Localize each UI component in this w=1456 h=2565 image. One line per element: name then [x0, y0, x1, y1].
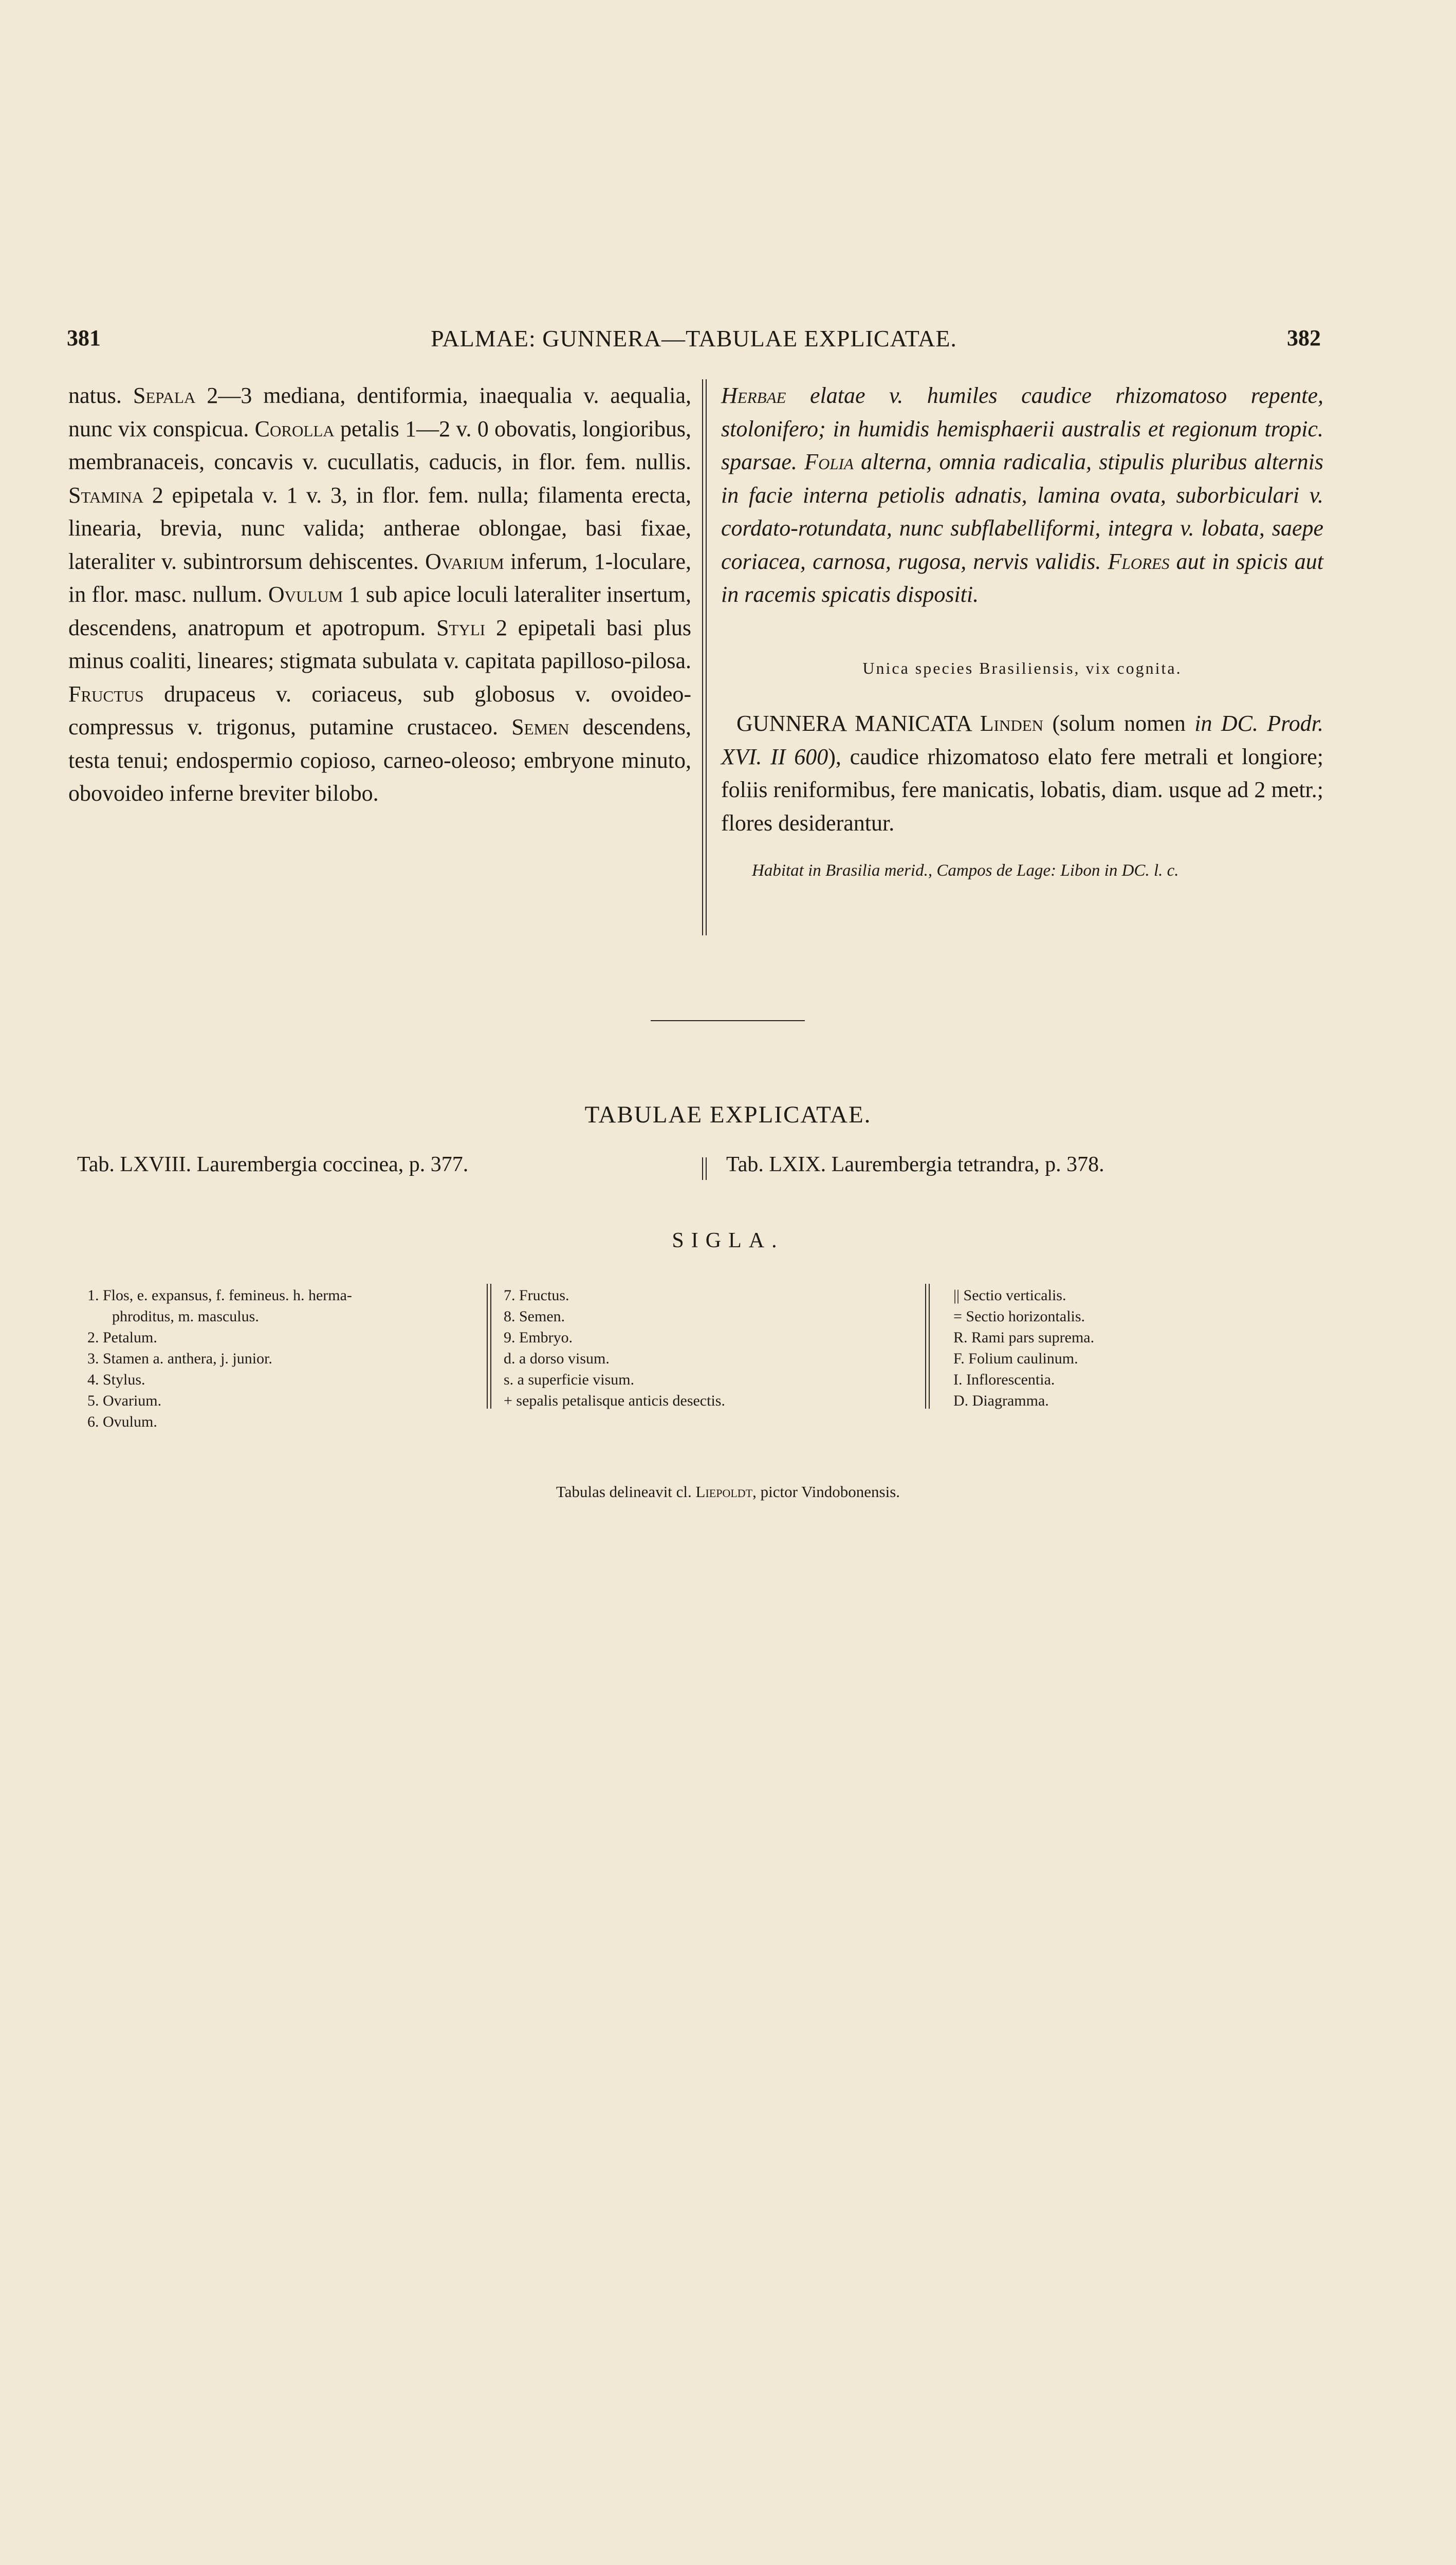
sigla-divider: [929, 1284, 930, 1409]
sigla-item: 5. Ovarium.: [87, 1392, 162, 1409]
term-folia: Folia: [804, 449, 854, 474]
running-title: PALMAE: GUNNERA—TABULAE EXPLICATAE.: [431, 325, 957, 352]
term-styli: Styli: [436, 615, 486, 640]
unica-species-note: Unica species Brasiliensis, vix cognita.: [862, 658, 1182, 677]
text-run: elatae v. humiles caudice rhizomatoso repente, stolonifero; in humidis hemisphaerii australis et regionum tropic. sparsae.: [721, 383, 1324, 474]
term-semen: Semen: [511, 714, 569, 740]
running-header: [67, 325, 1321, 356]
left-paragraph: [68, 379, 691, 810]
sigla-item: + sepalis petalisque anticis desectis.: [504, 1392, 725, 1409]
sigla-item: R. Rami pars suprema.: [953, 1329, 1095, 1346]
species-name: GUNNERA MANICATA: [736, 711, 971, 736]
illustrator-credit: [0, 1483, 1456, 1501]
sigla-item: 8. Semen.: [504, 1308, 565, 1325]
sigla-title: SIGLA.: [672, 1229, 784, 1252]
text-run: 2—3 mediana, dentiformia, inaequalia v. aequalia, nunc vix conspicua.: [68, 383, 691, 441]
sigla-item: 1. Flos, e. expansus, f. femineus. h. herma-: [87, 1287, 352, 1304]
sigla-col-2: [504, 1285, 905, 1411]
column-divider: [702, 379, 703, 935]
left-column-text: [68, 379, 691, 810]
sigla-divider: [487, 1284, 488, 1409]
sigla-item: || Sectio verticalis.: [953, 1287, 1066, 1304]
text-run: descendens, testa tenui; endospermio copioso, carneo-oleoso; embryone minuto, obovoideo inferne breviter bilobo.: [68, 714, 692, 806]
sigla-item: I. Inflorescentia.: [953, 1371, 1055, 1388]
illustrator-name: Liepoldt: [695, 1483, 753, 1501]
sigla-item: 2. Petalum.: [87, 1329, 157, 1346]
sigla-col-1: [87, 1285, 478, 1432]
term-flores: Flores: [1108, 548, 1170, 574]
author-name: Linden: [980, 711, 1044, 736]
right-column-text: [721, 379, 1323, 888]
sigla-item: = Sectio horizontalis.: [953, 1308, 1085, 1325]
habitat-note: Habitat in Brasilia merid., Campos de Lage: Libon in DC. l. c.: [752, 861, 1179, 880]
tab-divider: [702, 1157, 703, 1180]
sigla-item: 9. Embryo.: [504, 1329, 573, 1346]
text-run: drupaceus v. coriaceus, sub globosus v. ovoideo-compressus v. trigonus, putamine crustaceo.: [68, 681, 692, 740]
section-rule: [651, 1020, 805, 1021]
page-number-left: 381: [67, 325, 101, 350]
term-sepala: Sepala: [133, 383, 196, 408]
citation: in DC. Prodr. XVI. II 600: [721, 711, 1324, 769]
tab-divider: [706, 1157, 707, 1180]
tab-entry-right: Tab. LXIX. Laurembergia tetrandra, p. 378.: [726, 1153, 1104, 1176]
sigla-divider: [490, 1284, 491, 1409]
term-stamina: Stamina: [68, 482, 143, 508]
text-run: 2 epipetala v. 1 v. 3, in flor. fem. nulla; filamenta erecta, linearia, brevia, nunc valida; antherae oblongae, basi fixae, lateraliter v. subintrorsum dehiscentes.: [68, 482, 691, 574]
text-run: ), caudice rhizomatoso elato fere metrali et longiore; foliis reniformibus, fere manicatis, lobatis, diam. usque ad 2 metr.; flores desiderantur.: [721, 744, 1323, 836]
tabulae-title: TABULAE EXPLICATAE.: [584, 1101, 872, 1128]
term-herbae: Herbae: [721, 383, 786, 408]
sigla-item: 4. Stylus.: [87, 1371, 145, 1388]
sigla-item: 3. Stamen a. anthera, j. junior.: [87, 1350, 272, 1367]
text-run: petalis 1—2 v. 0 obovatis, longioribus, membranaceis, concavis v. cucullatis, caducis, in flor. fem. nullis.: [68, 416, 691, 474]
term-corolla: Corolla: [254, 416, 335, 441]
text-run: aut in spicis aut in racemis spicatis dispositi.: [721, 548, 1324, 607]
text-run: inferum, 1-loculare, in flor. masc. nullum.: [68, 548, 692, 607]
genus-description: [721, 379, 1323, 612]
sigla-item: d. a dorso visum.: [504, 1350, 610, 1367]
sigla-item: phroditus, m. masculus.: [112, 1308, 259, 1325]
text-run: Tabulas delineavit cl.: [556, 1483, 692, 1501]
sigla-item: 7. Fructus.: [504, 1287, 569, 1304]
sigla-divider: [925, 1284, 926, 1409]
text-run: 2 epipetali basi plus minus coaliti, lineares; stigmata subulata v. capitata papilloso-pilosa.: [68, 615, 692, 673]
text-run: , pictor Vindobonensis.: [752, 1483, 900, 1501]
term-ovulum: Ovulum: [268, 582, 343, 607]
sigla-item: D. Diagramma.: [953, 1392, 1049, 1409]
text-run: natus.: [68, 383, 122, 408]
sigla-item: F. Folium caulinum.: [953, 1350, 1078, 1367]
page-number-right: 382: [1287, 325, 1321, 350]
text-run: alterna, omnia radicalia, stipulis pluribus alternis in facie interna petiolis adnatis, lamina ovata, suborbiculari v. cordato-rotundata, nunc subflabelliformi, integra v. lobata, saepe coriacea, carnosa, rugosa, nervis validis.: [721, 449, 1324, 574]
species-description: [721, 707, 1323, 840]
text-run: 1 sub apice loculi lateraliter insertum, descendens, anatropum et apotropum.: [68, 582, 692, 640]
term-fructus: Fructus: [68, 681, 144, 707]
sigla-item: 6. Ovulum.: [87, 1413, 157, 1430]
column-divider: [706, 379, 707, 935]
term-ovarium: Ovarium: [425, 548, 504, 574]
text-run: (solum nomen: [1052, 711, 1186, 736]
sigla-col-3: [953, 1285, 1313, 1411]
sigla-item: s. a superficie visum.: [504, 1371, 635, 1388]
tab-entry-left: Tab. LXVIII. Laurembergia coccinea, p. 377.: [77, 1153, 469, 1176]
